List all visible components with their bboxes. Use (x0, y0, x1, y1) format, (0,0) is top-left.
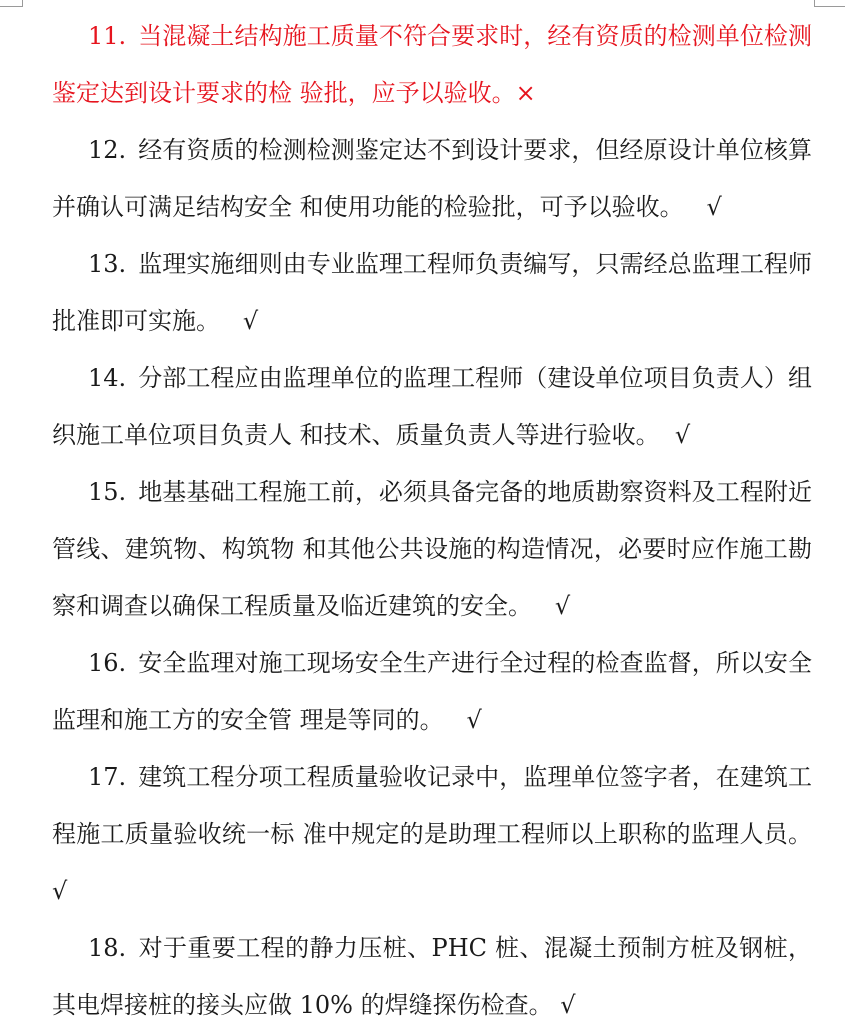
question-item-14 (52, 350, 812, 464)
question-text: 分部工程应由监理单位的监理工程师（建设单位项目负责人）组织施工单位项目负责人 和技术、质量负责人等进行验收。 (52, 364, 812, 449)
question-number: 17. (88, 763, 127, 791)
question-number: 12. (88, 136, 127, 164)
answer-mark-check: √ (674, 421, 691, 449)
question-item-17 (52, 749, 812, 920)
question-text: 监理实施细则由专业监理工程师负责编写，只需经总监理工程师批准即可实施。 (52, 250, 812, 335)
answer-mark-check: √ (554, 592, 571, 620)
answer-mark-check: √ (560, 991, 576, 1019)
question-number: 13. (88, 250, 127, 278)
document-page (52, 8, 812, 1034)
question-item-12 (52, 122, 812, 236)
page-corner-mark-left (0, 0, 23, 7)
answer-mark-check: √ (466, 706, 482, 734)
question-text: 经有资质的检测检测鉴定达不到设计要求，但经原设计单位核算并确认可满足结构安全 和使用功能的检验批，可予以验收。 (52, 136, 812, 221)
question-item-16 (52, 635, 812, 749)
answer-mark-check: √ (52, 877, 68, 905)
question-item-18 (52, 920, 812, 1034)
question-item-13 (52, 236, 812, 350)
question-text: 地基基础工程施工前，必须具备完备的地质勘察资料及工程附近管线、建筑物、构筑物 和其他公共设施的构造情况，必要时应作施工勘察和调查以确保工程质量及临近建筑的安全。 (52, 478, 812, 620)
question-number: 16. (88, 649, 127, 677)
question-text: 安全监理对施工现场安全生产进行全过程的检查监督，所以安全监理和施工方的安全管 理是等同的。 (52, 649, 812, 734)
question-item-15 (52, 464, 812, 635)
answer-mark-cross: × (515, 79, 536, 107)
question-number: 14. (88, 364, 127, 392)
question-number: 11. (88, 22, 127, 50)
question-text: 建筑工程分项工程质量验收记录中，监理单位签字者，在建筑工程施工质量验收统一标 准中规定的是助理工程师以上职称的监理人员。 (52, 763, 812, 848)
answer-mark-check: √ (706, 193, 722, 221)
question-text: 对于重要工程的静力压桩、PHC 桩、混凝土预制方桩及钢桩，其电焊接桩的接头应做 10% 的焊缝探伤检查。 (52, 934, 812, 1019)
question-item-11 (52, 8, 812, 122)
question-number: 15. (88, 478, 127, 506)
question-number: 18. (88, 934, 127, 962)
question-text: 当混凝土结构施工质量不符合要求时，经有资质的检测单位检测鉴定达到设计要求的检 验批，应予以验收。 (52, 22, 812, 107)
answer-mark-check: √ (242, 307, 259, 335)
page-corner-mark-right (814, 0, 845, 7)
